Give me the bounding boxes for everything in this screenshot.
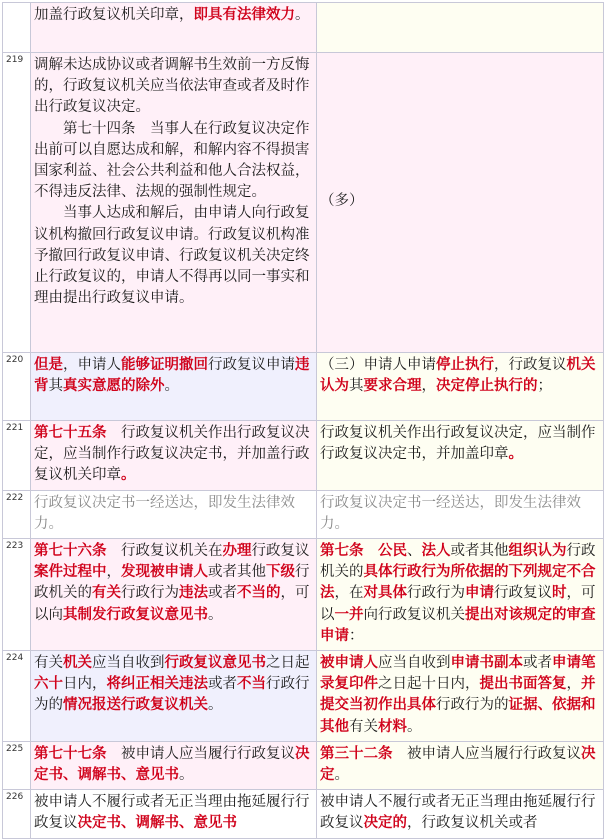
cell-text: 或者其他	[450, 543, 509, 560]
right-cell	[317, 53, 604, 353]
highlighted-text: 公民	[378, 543, 407, 560]
cell-text: 或者	[208, 676, 237, 693]
row-number: 219	[3, 53, 31, 353]
highlighted-text: 对具体	[363, 585, 407, 602]
table-body	[3, 3, 604, 839]
highlighted-text: 不当	[237, 676, 266, 693]
cell-paragraph	[320, 541, 600, 647]
cell-paragraph	[320, 423, 600, 465]
cell-text: 之日起	[266, 655, 310, 672]
highlighted-text: 。	[508, 446, 523, 463]
highlighted-text: 并提交当初作出具体	[320, 676, 596, 714]
highlighted-text: 申请书副本	[450, 655, 523, 672]
cell-text: 被申请人应当履行行政复议	[106, 745, 295, 762]
cell-text: 行政机关的	[320, 543, 596, 581]
row-number: 220	[3, 353, 31, 421]
right-cell	[317, 651, 604, 742]
cell-text: ，申请人	[63, 357, 121, 373]
table-row	[3, 651, 604, 742]
cell-text: 行政复议申请	[208, 357, 295, 373]
left-cell	[31, 741, 317, 789]
cell-text: ，在	[334, 585, 364, 602]
cell-text: 行政复议机关作出行政复议决定，应当制作行政复议决定书，并加盖行政复议机关印章	[34, 425, 310, 484]
cell-text: ，可以向	[34, 585, 310, 623]
highlighted-text: 第七十六条	[34, 543, 107, 560]
row-number: 222	[3, 490, 31, 538]
highlighted-text: 办理	[222, 543, 252, 560]
row-number	[3, 3, 31, 53]
highlighted-text: 第三十二条	[320, 745, 393, 762]
right-cell	[317, 3, 604, 53]
table-row	[3, 539, 604, 651]
left-cell	[31, 421, 317, 491]
left-cell	[31, 53, 317, 353]
cell-text: 其	[349, 378, 364, 395]
highlighted-text: 要求合理	[363, 378, 422, 395]
cell-text: 日内，	[63, 676, 107, 693]
left-cell	[31, 490, 317, 538]
cell-text: 第七十四条 当事人在行政复议决定作出前可以自愿达成和解，和解内容不得损害国家利益、社会公共利益和他人合法权益，不得违反法律、法规的强制性规定。	[34, 120, 310, 201]
cell-text: 或者其他	[208, 564, 266, 581]
highlighted-text: 材料	[378, 718, 407, 735]
cell-text: 行政机关的	[34, 564, 310, 602]
cell-text: ，行政复议机关或者	[407, 815, 538, 832]
cell-text: 被申请人不履行或者无正当理由拖延履行行政复议	[34, 794, 310, 832]
cell-text: 行政行为	[121, 585, 179, 602]
highlighted-text: 机关	[63, 655, 92, 672]
cell-text: 有关	[34, 655, 63, 672]
table-row	[3, 741, 604, 789]
cell-text: 其	[48, 378, 63, 395]
highlighted-text: 具体行政行为所依据的下列规定不合法	[320, 564, 596, 602]
highlighted-text: 六十	[34, 676, 63, 693]
cell-text: 行政行为的	[34, 676, 310, 714]
highlighted-text: 行政复议意见书	[164, 655, 266, 672]
cell-paragraph	[34, 5, 313, 26]
left-cell	[31, 539, 317, 651]
table-row	[3, 421, 604, 491]
table-row	[3, 490, 604, 538]
highlighted-text: 第七条	[320, 543, 364, 560]
cell-paragraph	[34, 355, 313, 397]
cell-paragraph	[320, 653, 600, 738]
comparison-table	[2, 2, 604, 839]
cell-text: 、	[407, 543, 422, 560]
cell-paragraph	[320, 792, 600, 834]
cell-text: 加盖行政复议机关印章，	[34, 7, 194, 23]
cell-text: 或者	[208, 585, 237, 602]
right-cell	[317, 421, 604, 491]
cell-text: 行政复议	[494, 585, 552, 602]
highlighted-text: 能够证明撤回	[121, 357, 208, 373]
cell-paragraph	[320, 493, 600, 535]
left-cell	[31, 790, 317, 838]
cell-paragraph	[320, 191, 600, 212]
row-number: 223	[3, 539, 31, 651]
cell-text: 行政复议决定书一经送达，即发生法律效力。	[34, 494, 295, 532]
cell-text: 行政行为	[407, 585, 465, 602]
highlighted-text: 有关	[92, 585, 121, 602]
cell-text: 当事人达成和解后，由申请人向行政复议机构撤回行政复议申请。行政复议机构准予撤回行政复议申请、行政复议机关决定终止行政复议的，申请人不得再以同一事实和理由提出行政复议申请。	[34, 205, 310, 307]
cell-paragraph	[34, 55, 313, 119]
cell-text: 之日起十日内，	[378, 676, 480, 693]
table-row	[3, 790, 604, 838]
table-row	[3, 53, 604, 353]
highlighted-text: 第七十七条	[34, 745, 107, 762]
table-row	[3, 3, 604, 53]
highlighted-text: 违背	[34, 357, 310, 395]
cell-text: 行政复议决定书一经送达，即发生法律效力。	[320, 494, 581, 532]
highlighted-text: 发现被申请人	[121, 564, 208, 581]
cell-text: 应当自收到	[92, 655, 165, 672]
highlighted-text: 第七十五条	[34, 425, 107, 441]
highlighted-text: 提出书面答复	[479, 676, 567, 693]
highlighted-text: 决定书、调解书、意见书	[34, 745, 310, 784]
highlighted-text: 机关认为	[320, 357, 596, 395]
row-number: 225	[3, 741, 31, 789]
left-cell	[31, 353, 317, 421]
cell-text: 。	[208, 606, 223, 623]
highlighted-text: 将纠正相关违法	[106, 676, 208, 693]
highlighted-text: 决定	[320, 745, 596, 784]
cell-text: 。	[407, 718, 422, 735]
highlighted-text: 提出对该规定的审查申请	[320, 606, 596, 644]
cell-text: 。	[295, 7, 310, 23]
highlighted-text: 即具有法律效力	[193, 7, 295, 23]
cell-text: 向行政复议机关	[363, 606, 465, 623]
row-number: 226	[3, 790, 31, 838]
highlighted-text: 证据、依据和其他	[320, 697, 596, 735]
cell-text: 调解未达成协议或者调解书生效前一方反悔的，行政复议机关应当依法审查或者及时作出行政复议决定。	[34, 57, 310, 116]
cell-text: 。	[179, 767, 194, 784]
cell-text: 。	[208, 697, 223, 714]
cell-text: （多）	[320, 193, 364, 210]
right-cell	[317, 353, 604, 421]
cell-paragraph	[34, 203, 313, 309]
cell-text: 被申请人不履行或者无正当理由拖延履行行政复议	[320, 794, 596, 832]
cell-text: 。	[334, 767, 349, 784]
left-cell	[31, 651, 317, 742]
right-cell	[317, 490, 604, 538]
highlighted-text: 决定的	[363, 815, 407, 832]
highlighted-text: 。	[121, 467, 136, 484]
highlighted-text: 案件过程中	[34, 564, 107, 581]
highlighted-text: 下级	[266, 564, 295, 581]
cell-text	[364, 543, 379, 559]
highlighted-text: 其制发行政复议意见书	[63, 606, 208, 623]
cell-text: 行政复议机关作出行政复议决定，应当制作行政复议决定书，并加盖印章	[320, 425, 596, 463]
row-number: 221	[3, 421, 31, 491]
cell-text: （三）申请人申请	[320, 357, 436, 373]
cell-text: 被申请人应当履行行政复议	[392, 745, 581, 762]
highlighted-text: 被申请人	[320, 655, 378, 672]
highlighted-text: 法人	[421, 543, 451, 560]
cell-paragraph	[34, 653, 313, 717]
highlighted-text: 不当的	[237, 585, 281, 602]
highlighted-text: 情况报送行政复议机关	[63, 697, 208, 714]
left-cell	[31, 3, 317, 53]
cell-text: ，可以	[320, 585, 596, 623]
cell-paragraph	[34, 119, 313, 204]
cell-text: ，	[566, 676, 581, 693]
row-number: 224	[3, 651, 31, 742]
highlighted-text: 决定书、调解书、意见书	[77, 815, 237, 832]
cell-text: ，行政复议	[494, 357, 567, 373]
right-cell	[317, 741, 604, 789]
cell-text: 行政行为的	[436, 697, 509, 714]
cell-text: ，	[106, 564, 121, 581]
highlighted-text: 时	[552, 585, 567, 602]
cell-text: 行政复议机关在	[106, 543, 223, 560]
cell-paragraph	[320, 355, 600, 397]
cell-paragraph	[34, 423, 313, 487]
highlighted-text: 但是	[34, 357, 63, 373]
cell-paragraph	[34, 792, 313, 834]
cell-text: 行政复议	[251, 543, 310, 560]
right-cell	[317, 539, 604, 651]
highlighted-text: 违法	[179, 585, 208, 602]
cell-paragraph	[320, 744, 600, 786]
cell-text: ：	[349, 627, 364, 644]
cell-text: ，	[421, 378, 436, 395]
table-row	[3, 353, 604, 421]
cell-paragraph	[34, 744, 313, 786]
cell-paragraph	[34, 541, 313, 626]
cell-text: 。	[164, 378, 179, 395]
highlighted-text: 组织认为	[508, 543, 567, 560]
cell-text: 有关	[349, 718, 378, 735]
cell-text: 应当自收到	[378, 655, 451, 672]
highlighted-text: 申请笔录复印件	[320, 655, 596, 693]
highlighted-text: 决定停止执行的	[436, 378, 538, 395]
right-cell	[317, 790, 604, 838]
highlighted-text: 申请	[465, 585, 494, 602]
highlighted-text: 一并	[334, 606, 364, 623]
cell-text: ；	[537, 378, 552, 395]
cell-text: 或者	[523, 655, 552, 672]
highlighted-text: 停止执行	[436, 357, 494, 373]
cell-paragraph	[34, 493, 313, 535]
highlighted-text: 真实意愿的除外	[63, 378, 165, 395]
